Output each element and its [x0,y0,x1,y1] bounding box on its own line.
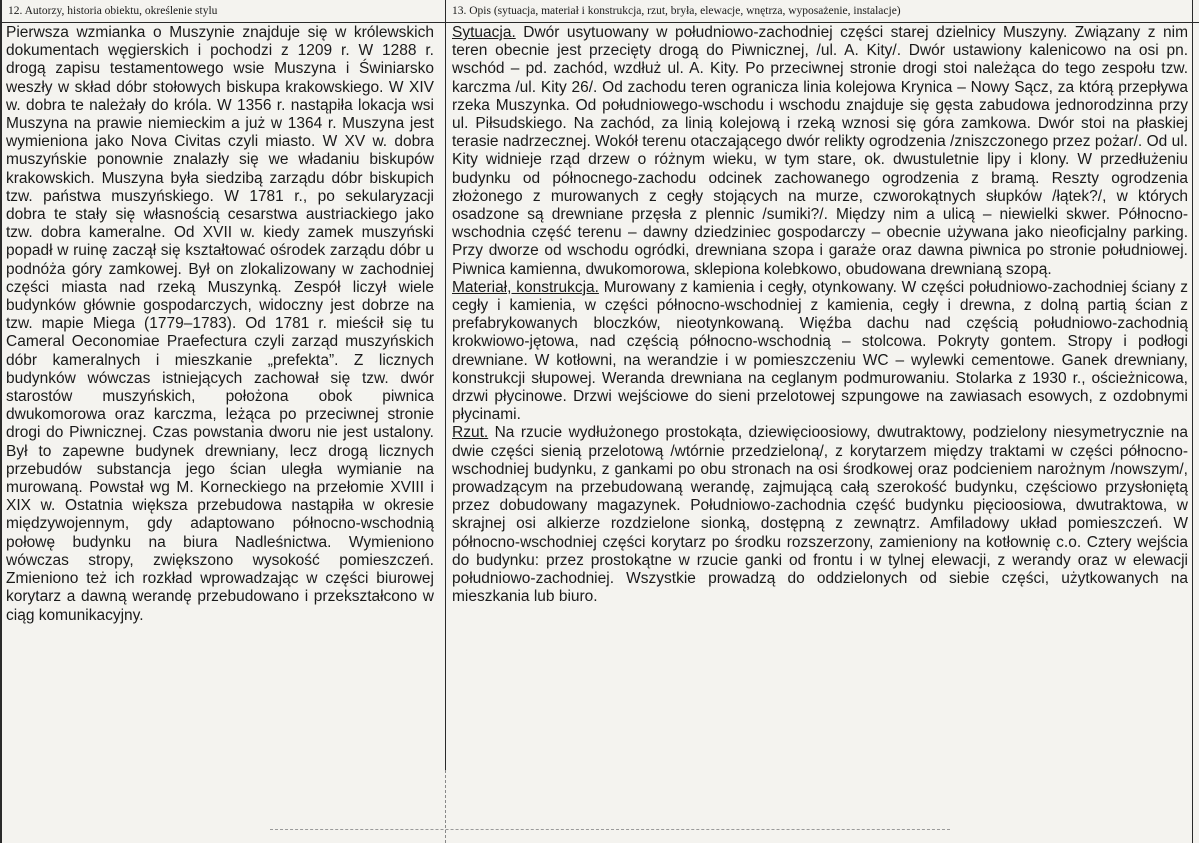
history-field-label: 12. Autorzy, historia obiektu, określenie stylu [8,5,218,17]
section-plan [452,424,1188,606]
section-heading-situation: Sytuacja. [452,24,516,41]
section-situation [452,24,1188,279]
bottom-rule [270,829,950,830]
history-text: Pierwsza wzmianka o Muszynie znajduje się w królewskich dokumentach węgierskich i pochodzi z 1209 r. W 1288 r. drogą zapisu testamentowego wsie Muszyna i Świniarsko weszły w skład dóbr stołowych biskupa krakowskiego. W XIV w. dobra te należały do króla. W 1356 r. nastąpiła lokacja wsi Muszyna na prawie niemieckim a już w 1364 r. Muszyna jest wymieniona jako Nova Civitas czyli miasto. W XV w. dobra muszyńskie ponownie znalazły się we władaniu biskupów krakowskich. Muszyna była siedzibą zarządu dóbr biskupich tzw. państwa muszyńskiego. W 1781 r., po sekularyzacji dobra te stały się własnością cesarstwa austriackiego jako tzw. dobra kameralne. Od XVII w. kiedy zamek muszyński popadł w ruinę zaczął się kształtować ośrodek zarządu dóbr u podnóża góry zamkowej. Był on zlokalizowany w zachodniej części miasta nad rzeką Muszynką. Zespół liczył wiele budynków głównie gospodarczych, widoczny jest dobrze na tzw. mapie Miega (1779–1783). Od 1781 r. mieścił się tu Cameral Oeconomiae Praefectura czyli zarząd muszyńskich dóbr kameralnych i mieszkanie „prefekta”. Z licznych budynków wówczas istniejących zachował się tzw. dwór starostów muszyńskich, położona obok piwnica dwukomorowa oraz karczma, leżąca po przeciwnej stronie drogi do Piwnicznej. Czas powstania dworu nie jest ustalony. Był to zapewne budynek drewniany, lecz drogą licznych przebudów substancja jego ścian uległa wymianie na murowaną. Powstał wg M. Korneckiego na przełomie XVIII i XIX w. Ostatnia większa przebudowa nastąpiła w okresie międzywojennym, gdy adaptowano północno-wschodnią połowę budynku na biura Nadleśnictwa. Wymieniono wówczas stropy, zwiększono wysokość pomieszczeń. Zmieniono też ich rozkład wprowadzając w części biurowej korytarz a dawną werandę przebudowano i przekształcono w ciąg komunikacyjny. [6,24,434,624]
right-border [1192,0,1193,843]
section-heading-plan: Rzut. [452,424,489,442]
section-text-plan: Na rzucie wydłużonego prostokąta, dziewięcioosiowy, dwutraktowy, podzielony niesymetrycznie na dwie części sienią przelotową /wtórnie przedzieloną/, z korytarzem między traktami w części północno-wschodniej budynku, z gankami po obu stronach na osi środkowej oraz podcieniem narożnym /nowszym/, prowadzącym na przebudowaną werandę, zajmującą całą szerokość budynku, częściowo przysłoniętą przez dobudowany magazynek. Południowo-zachodnia część budynku pięcioosiowa, dwutraktowa, w skrajnej osi alkierze rozdzielone sionką, dostępną z zewnątrz. Amfiladowy układ pomieszczeń. W północno-wschodniej części korytarz po środku rozszerzony, zamieniony na kotłownię c.o. Cztery wejścia do budynku: przez prostokątne w rzucie ganki od frontu i w tylnej elewacji, z werandy oraz w elewacji południowo-zachodniej. Wszystkie prowadzą do oddzielonych od siebie części, użytkowanych na mieszkania lub biuro. [452,424,1188,606]
section-material [452,279,1188,425]
left-border [0,0,2,843]
history-column [6,24,434,625]
description-column [452,24,1188,607]
column-divider [445,0,446,770]
header-rule [0,22,1199,23]
section-text-material: Murowany z kamienia i cegły, otynkowany. W części południowo-zachodniej ściany z cegły i kamienia, w części północno-wschodniej z kamienia, cegły i drewna, z dolną partią ścian z prefabrykowanych bloczków, nieotynkowaną. Więźba dachu nad częścią południowo-zachodnią krokwiowo-jętowa, nad częścią północno-wschodnią – stolcowa. Pokryty gontem. Stropy i podłogi drewniane. W kotłowni, na werandzie i w pomieszczeniu WC – wylewki cementowe. Ganek drewniany, konstrukcji słupowej. Weranda drewniana na ceglanym podmurowaniu. Stolarka z 1930 r., ościeżnicowa, drzwi płycinowe. Drzwi wejściowe do sieni przelotowej szpungowe na zawiasach esowych, z ozdobnymi płycinami. [452,278,1188,424]
section-text-situation: Dwór usytuowany w południowo-zachodniej części starej dzielnicy Muszyny. Związany z nim teren obecnie jest przecięty drogą do Piwnicznej, /ul. A. Kity/. Dwór ustawiony kalenicowo na osi pn. wschód – pd. zachód, wzdłuż ul. A. Kity. Po przeciwnej stronie drogi stoi należąca do tego zespołu tzw. karczma /ul. Kity 26/. Od zachodu teren ogranicza linia kolejowa Krynica – Nowy Sącz, za którą przepływa rzeka Muszynka. Od południowego-wschodu i wschodu znajduje się gęsta zabudowa jednorodzinna przy ul. Piłsudskiego. Na zachód, za linią kolejową i rzeką wznosi się góra zamkowa. Dwór stoi na płaskiej terasie nadrzecznej. Wokół terenu otaczającego dwór relikty ogrodzenia /zniszczonego przez pożar/. Od ul. Kity widnieje rząd drzew o różnym wieku, w tym stare, ok. dwustuletnie lipy i klony. W przedłużeniu budynku od północnego-zachodu odcinek zachowanego ogrodzenia z bramą. Reszty ogrodzenia złożonego z murowanych z cegły stojących na murze, czworokątnych słupków /łątek?/, w których osadzone są drewniane przęsła z plennic /sumiki?/. Między nim a ulicą – niewielki skwer. Północno-wschodnia część terenu – dawny dziedziniec gospodarczy – obecnie używana jako nieoficjalny parking. Przy dworze od wschodu ogródki, drewniana szopa i garaże oraz dawna piwnica po stronie południowej. Piwnica kamienna, dwukomorowa, sklepiona kolebkowo, obudowana drewnianą szopą. [452,24,1188,278]
section-heading-material: Materiał, konstrukcja. [452,278,599,296]
column-divider-faint [445,770,446,843]
description-field-label: 13. Opis (sytuacja, materiał i konstrukcja, rzut, bryła, elewacje, wnętrza, wyposażenie, instalacje) [452,5,901,17]
